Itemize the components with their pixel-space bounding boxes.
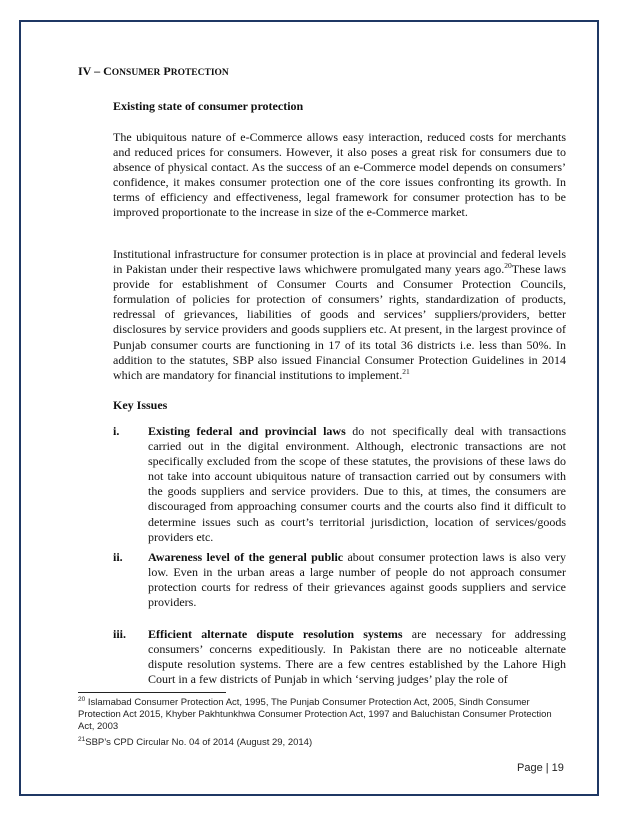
issue-text: Existing federal and provincial laws do not specifically deal with transactions carried out in the digital environment. Although, electronic transactions are not specifically excluded from the scope of these statutes, the provisions of these laws do not take into account ubiquitous nature of transaction carried out by consumers with the goods suppliers and service providers. Due to this, at times, the consumers are discouraged from approaching consumer courts and the courts also find it difficult to determine issues such as court’s territorial jurisdiction, location of services/goods providers etc. — [148, 424, 566, 544]
issue-number: ii. — [113, 550, 123, 564]
issue-text: Awareness level of the general public about consumer protection laws is also very low. Even in the urban areas a large number of people do not approach consumer protection courts for redress of their grievances against goods suppliers and service providers. — [148, 550, 566, 610]
subheading-key-issues: Key Issues — [113, 398, 168, 412]
subheading-existing-state: Existing state of consumer protection — [113, 99, 304, 113]
footnote-20: $^{20}$ Islamabad Consumer Protection Act, 1995, The Punjab Consumer Protection Act, 2005, Sindh Consumer Protection Act 2015, Khyber Pakhtunkhwa Consumer Protection Act, 1997 and Baluchistan Consumer Protection Act, 2003 — [78, 695, 552, 732]
issue-number: iii. — [113, 627, 127, 641]
footnote-divider — [78, 692, 226, 693]
footnote-ref-20: 20 — [504, 261, 512, 271]
page-number: Page | 19 — [517, 762, 564, 774]
issue-number: i. — [113, 424, 120, 438]
footnote-ref-21: 21 — [402, 366, 410, 376]
section-heading: IV – CONSUMER PROTECTION — [78, 64, 229, 78]
issue-text: Efficient alternate dispute resolution systems are necessary for addressing consumers’ concerns expeditiously. In Pakistan there are no noticeable alternate dispute resolution systems. There are a few centres established by the Lahore High Court in a few districts of Punjab in which ‘serving judges’ play the role of — [148, 627, 566, 687]
paragraph-ecommerce-risk: The ubiquitous nature of e-Commerce allows easy interaction, reduced costs for merchants and reduced prices for consumers. However, it also poses a great risk for consumers due to absence of physical contact. As the success of an e-Commerce model depends on consumers’ confidence, it makes consumer protection one of the core issues confronting its growth. In terms of efficiency and effectiveness, legal framework for consumer protection has to be improved proportionate to the increase in size of the e-Commerce market. — [113, 130, 566, 220]
footnote-21: $^{21}$SBP’s CPD Circular No. 04 of 2014 (August 29, 2014) — [78, 735, 313, 748]
paragraph-institutional-infrastructure: Institutional infrastructure for consumer protection is in place at provincial and federal levels in Pakistan under their respective laws whichwere promulgated many years ago.$^{20}$These laws provide for establishment of Consumer Courts and Consumer Protection Councils, formulation of policies for protection of consumers’ rights, standardization of products, redressal of grievances, liabilities of goods and services’ suppliers/providers, better disclosures by service providers and goods suppliers etc. At present, in the largest province of Punjab consumer courts are functioning in 17 of its total 36 districts i.e. less than 50%. In addition to the statutes, SBP also issued Financial Consumer Protection Guidelines in 2014 which are mandatory for financial institutions to implement.$^{21}$ — [113, 247, 566, 382]
